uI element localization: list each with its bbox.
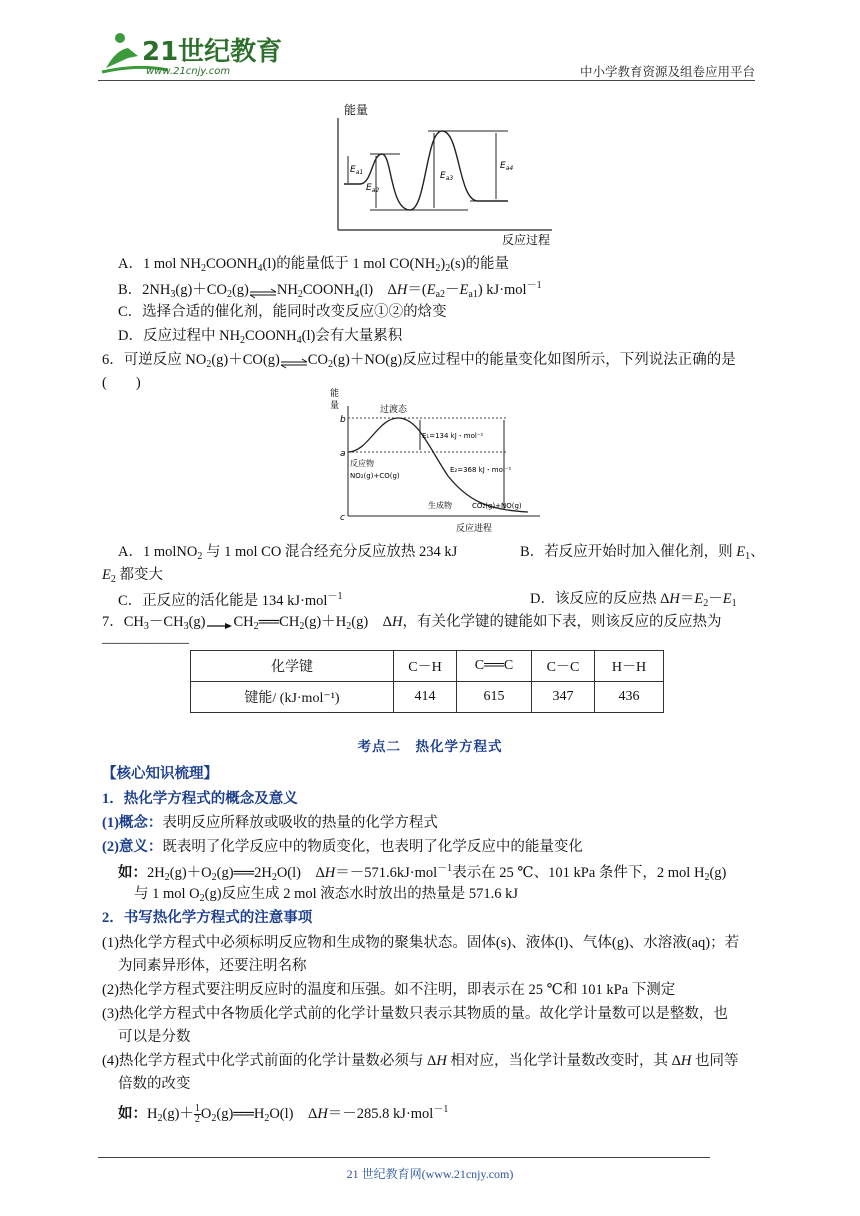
table-cell: 615: [457, 682, 532, 713]
table-cell: 347: [532, 682, 595, 713]
label-ea3: $E_{a3}$: [440, 171, 454, 182]
q7-stem: 7．$CH_3-CH_3(g)$ $CH_2══CH_2(g)+H_2(g)$ ΔH，有关化学键的键能如下表，则该反应的反应热为: [102, 614, 722, 632]
q6-option-b1: B．若反应开始时加入催化剂，则 $E_1$、: [520, 544, 765, 562]
svg-text:E₂=368 kJ・mol⁻¹: E₂=368 kJ・mol⁻¹: [450, 466, 512, 474]
concept-line: (1)概念：表明反应所释放或吸收的热量的化学方程式: [102, 815, 438, 831]
label-ea2: $E_{a2}$: [366, 183, 380, 194]
site-logo: [98, 28, 283, 78]
table-row: [191, 682, 664, 713]
svg-text:c: c: [340, 513, 345, 523]
table-row: [191, 651, 664, 682]
example-line-3: 如：$H_2(g)+$ $\frac{1}{2}$ $O_2(g)══H_2O(l)$ ΔH＝－285.8 kJ·mol$^{-1}$: [118, 1103, 449, 1126]
svg-text:能: 能: [330, 389, 340, 399]
q6-option-d: D．该反应的反应热 $\Delta H=E_2-E_1$: [530, 591, 737, 609]
section-title: 考点二 热化学方程式: [357, 739, 503, 755]
note-4a: (4)热化学方程式中化学式前面的化学计量数必须与 ΔH 相对应，当化学计量数改变时，其 ΔH 也同等: [102, 1053, 739, 1069]
logo-text: 21世纪教育: [142, 37, 283, 67]
table-cell: 化学键: [191, 651, 394, 682]
q6-stem: 6．可逆反应 $NO_2(g)+CO(g)$ $CO_2(g)+NO(g)$反应过程中的能量变化如图所示，下列说法正确的是: [102, 352, 736, 370]
svg-text:a: a: [340, 449, 346, 459]
core-heading: 【核心知识梳理】: [102, 766, 218, 782]
svg-text:生成物: 生成物: [428, 501, 452, 510]
note-1b: 为同素异形体，还要注明名称: [118, 958, 307, 974]
note-2: (2)热化学方程式要注明反应时的温度和压强。如不注明，即表示在 25 ℃和 101 kPa 下测定: [102, 982, 676, 998]
svg-text:反应物: 反应物: [350, 459, 374, 468]
q6-option-c: C．正反应的活化能是 134 kJ·mol$^{-1}$: [118, 591, 343, 609]
header-platform-text: 中小学教育资源及组卷应用平台: [579, 64, 755, 79]
table-cell: C══C: [457, 651, 532, 682]
svg-text:NO₂(g)+CO(g): NO₂(g)+CO(g): [350, 472, 400, 480]
table-cell: 436: [595, 682, 664, 713]
table-cell: 键能/ (kJ·mol⁻¹): [191, 682, 394, 713]
table-cell: C－H: [394, 651, 457, 682]
footer-divider: [98, 1157, 710, 1158]
svg-text:CO₂(g)+NO(g): CO₂(g)+NO(g): [472, 502, 522, 510]
meaning-line: (2)意义：既表明了化学反应中的物质变化，也表明了化学反应中的能量变化: [102, 839, 583, 855]
note-3a: (3)热化学方程式中各物质化学式前的化学计量数只表示其物质的量。故化学计量数可以是整数，也: [102, 1006, 728, 1022]
bond-energy-table: [190, 650, 664, 713]
diagram1-x-axis: 反应过程: [502, 233, 551, 247]
example-line-2: 与 1 mol $O_2(g)$反应生成 2 mol 液态水时放出的热量是 571.6 kJ: [134, 886, 519, 904]
q5-option-c: C．选择合适的催化剂，能同时改变反应①②的焓变: [118, 304, 447, 320]
label-ea4: $E_{a4}$: [500, 161, 514, 172]
energy-diagram-2: [328, 386, 558, 539]
q6-option-b2: $E_2$ 都变大: [102, 567, 163, 585]
energy-diagram-1: [330, 98, 560, 253]
table-cell: C－C: [532, 651, 595, 682]
heading-2: 2．书写热化学方程式的注意事项: [102, 910, 313, 926]
note-3b: 可以是分数: [118, 1029, 191, 1045]
svg-text:b: b: [340, 415, 346, 425]
q6-paren: ( ): [102, 375, 141, 391]
svg-text:E₁=134 kJ・mol⁻¹: E₁=134 kJ・mol⁻¹: [422, 432, 484, 440]
note-4b: 倍数的改变: [118, 1076, 191, 1092]
table-cell: H－H: [595, 651, 664, 682]
note-1a: (1)热化学方程式中必须标明反应物和生成物的聚集状态。固体(s)、液体(l)、气体(g)、水溶液(aq)；若: [102, 935, 740, 951]
header-divider: [98, 80, 755, 81]
svg-text:反应进程: 反应进程: [456, 524, 493, 534]
svg-text:量: 量: [330, 401, 340, 411]
table-cell: 414: [394, 682, 457, 713]
q7-blank: ____________: [102, 630, 189, 646]
q5-option-d: D．反应过程中 $NH_2COONH_4(l)$会有大量累积: [118, 328, 403, 346]
logo-url: www.21cnjy.com: [146, 66, 231, 77]
q5-option-a: A．1 mol $NH_2COONH_4(l)$的能量低于 1 mol $CO(NH_2)_2(s)$的能量: [118, 256, 509, 274]
example-line-1: 如：$2H_2(g)+O_2(g)══2H_2O(l)$ ΔH＝－571.6kJ·mol$^{-1}$表示在 25 ℃、101 kPa 条件下，2 mol $H_2(g)$: [118, 863, 727, 883]
label-ea1: $E_{a1}$: [350, 165, 364, 176]
q5-option-b: B．$2NH_3(g)+CO_2(g)$ $NH_2COONH_4(l)$ $\Delta H=(E_{a2}-E_{a1})$ kJ·mol$^{-1}$: [118, 280, 542, 300]
q6-option-a: A．1 molNO$_2$ 与 1 mol CO 混合经充分反应放热 234 kJ: [118, 544, 458, 562]
diagram1-y-axis: 能量: [344, 103, 369, 117]
footer-text[interactable]: 21 世纪教育网(www.21cnjy.com): [346, 1167, 514, 1181]
svg-text:过渡态: 过渡态: [380, 405, 408, 415]
heading-1: 1．热化学方程式的概念及意义: [102, 791, 298, 807]
